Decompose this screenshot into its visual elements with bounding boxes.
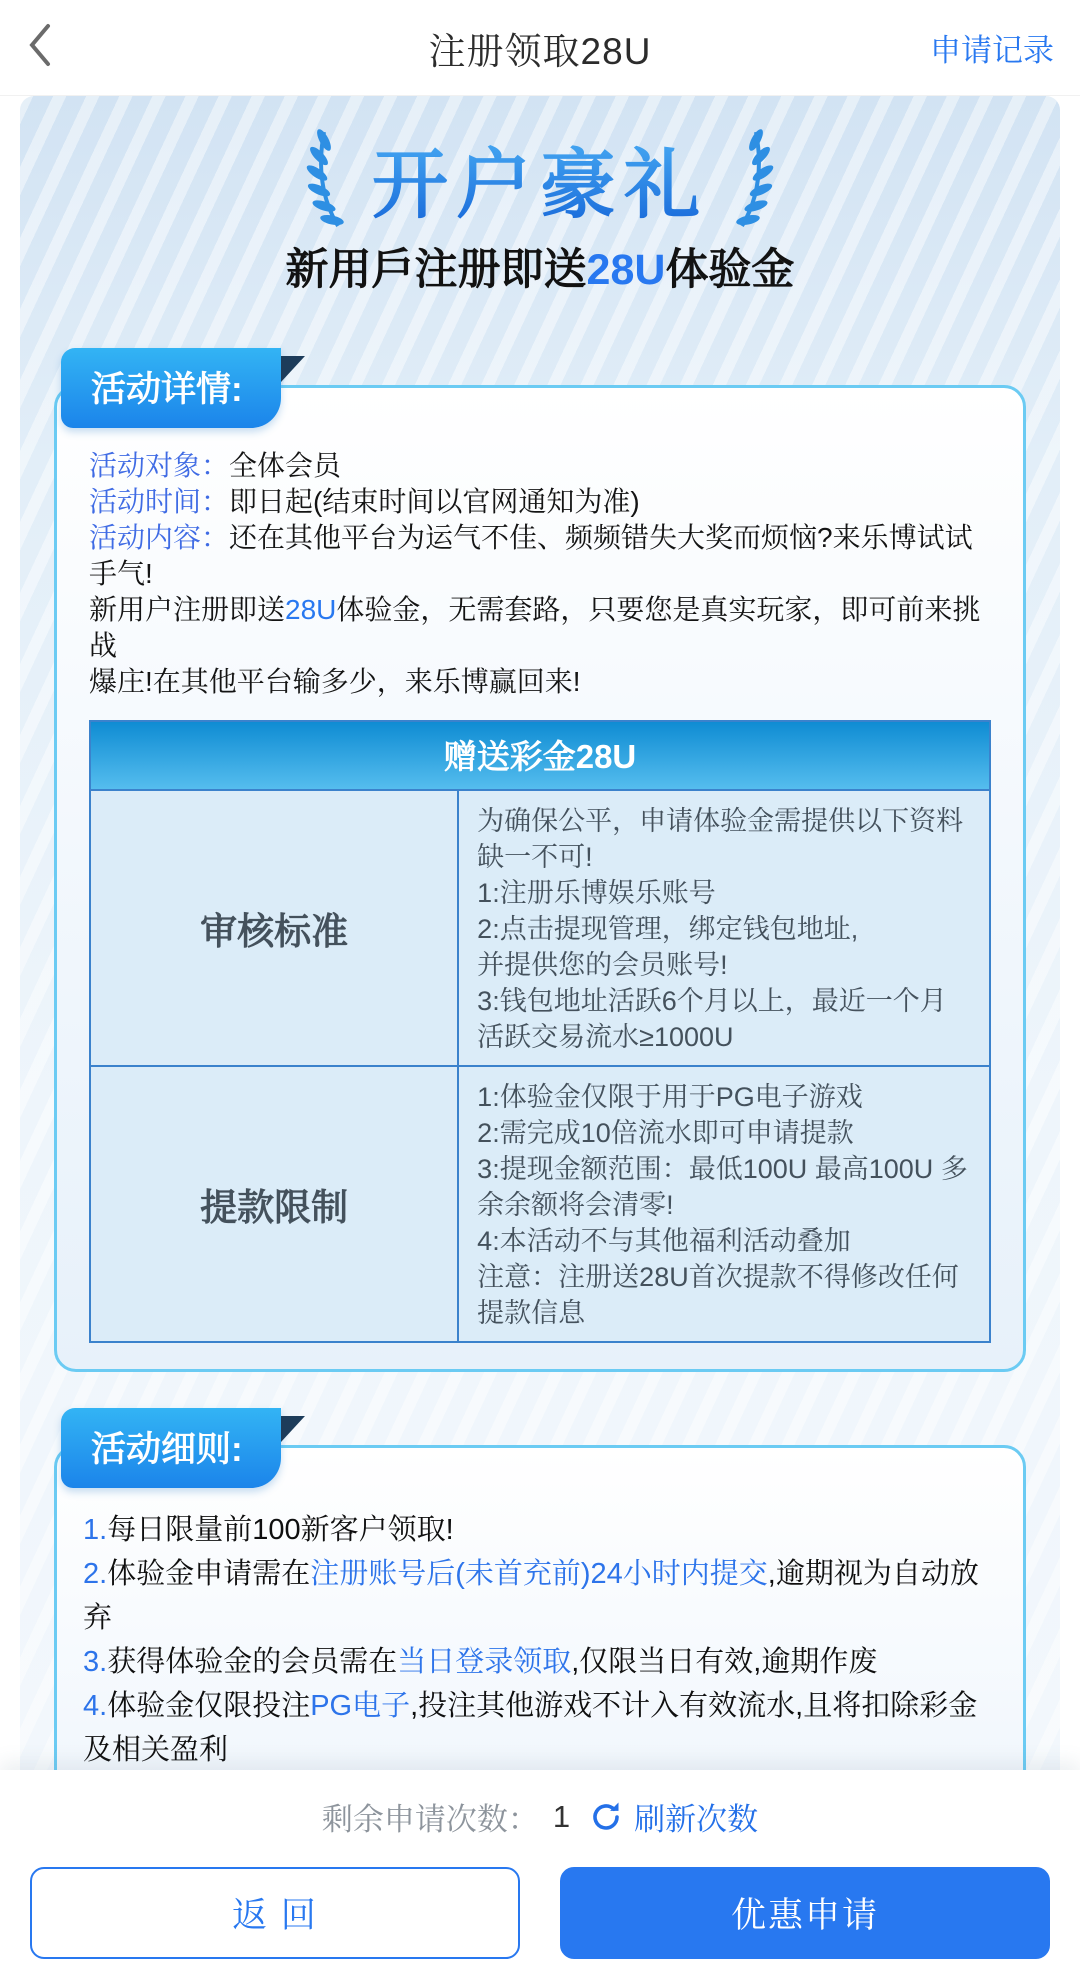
highlight-text: 当日登录领取	[397, 1646, 572, 1678]
laurel-branch-left-icon	[298, 126, 350, 230]
table-content-line: 2:点击提现管理，绑定钱包地址,	[477, 914, 859, 944]
subtitle-amount: 28U	[586, 246, 666, 294]
refresh-circular-arrow-icon	[588, 1799, 624, 1835]
refresh-count-label: 刷新次数	[634, 1802, 759, 1837]
text-run: ,投注其他游戏不计入有效流水,且将扣除彩金及相关盈利	[83, 1690, 978, 1766]
table-content-line: 2:需完成10倍流水即可申请提款	[477, 1118, 854, 1148]
text-run: 还在其他平台为运气不佳、频频错失大奖而烦恼?来乐博试试手气!	[89, 522, 973, 589]
text-run: 全体会员	[229, 450, 342, 481]
rule-number: 3.	[83, 1646, 108, 1678]
table-content-line: 注意：注册送28U首次提款不得修改任何提款信息	[477, 1262, 959, 1328]
highlight-text: 注册账号后(未首充前)24小时内提交	[310, 1558, 768, 1590]
app-bar	[0, 0, 1080, 96]
table-content-line: 3:提现金额范围：最低100U 最高100U 多余余额将会清零!	[477, 1154, 968, 1220]
table-content-line: 4:本活动不与其他福利活动叠加	[477, 1226, 851, 1256]
remaining-count-value: 1	[552, 1798, 571, 1834]
back-button[interactable]	[26, 22, 96, 73]
detail-line	[89, 520, 991, 592]
hero-subtitle: 新用戶注册即送28U体验金	[285, 246, 795, 294]
rule-number: 4.	[83, 1690, 108, 1722]
activity-rules-panel	[54, 1430, 1026, 1770]
rule-number: 1.	[83, 1514, 108, 1546]
table-row-content	[459, 1067, 989, 1341]
hero-title: 开户豪礼	[372, 124, 708, 233]
hero-banner	[20, 96, 1060, 297]
page-title: 注册领取28U	[428, 30, 652, 72]
detail-label: 活动内容：	[89, 522, 230, 553]
detail-line	[89, 484, 991, 520]
scroll-content[interactable]	[0, 96, 1080, 1770]
rule-item	[83, 1684, 997, 1770]
activity-rules-badge: 活动细则:	[61, 1408, 281, 1488]
table-row-title: 审核标准	[91, 791, 459, 1065]
text-run: 新用户注册即送	[89, 594, 286, 625]
application-records-link[interactable]: 申请记录	[930, 33, 1054, 68]
rule-number: 2.	[83, 1558, 108, 1590]
rule-item	[83, 1640, 997, 1684]
text-run: 即日起(结束时间以官网通知为准)	[229, 486, 640, 517]
text-run: 体验金申请需在	[107, 1558, 311, 1590]
table-row-title: 提款限制	[91, 1067, 459, 1341]
rule-item	[83, 1508, 997, 1552]
table-row	[91, 789, 989, 1065]
bonus-table-header: 赠送彩金28U	[91, 722, 989, 789]
table-content-line: 3:钱包地址活跃6个月以上，最近一个月活跃交易流水≥1000U	[477, 986, 947, 1052]
text-run: 体验金仅限投注	[107, 1690, 311, 1722]
activity-details-text	[89, 448, 991, 700]
detail-line	[89, 448, 991, 484]
detail-line	[89, 592, 991, 664]
bottom-action-bar	[0, 1770, 1080, 1978]
text-run: 每日限量前100新客户领取!	[107, 1514, 454, 1546]
table-row-content	[459, 791, 989, 1065]
table-content-line: 1:注册乐博娱乐账号	[477, 878, 716, 908]
text-run: 爆庄!在其他平台输多少，来乐博赢回来!	[89, 666, 581, 697]
activity-rules-list	[83, 1508, 997, 1770]
text-run: ,仅限当日有效,逾期作废	[571, 1646, 878, 1678]
detail-line	[89, 664, 991, 700]
detail-label: 活动时间：	[89, 486, 230, 517]
bonus-table	[89, 720, 991, 1343]
activity-details-panel	[54, 370, 1026, 1372]
chevron-left-icon	[26, 22, 52, 73]
activity-details-badge: 活动详情:	[61, 348, 281, 428]
text-run: ,逾期视为自动放弃	[83, 1558, 979, 1634]
table-content-line: 为确保公平，申请体验金需提供以下资料缺一不可!	[477, 806, 964, 872]
text-run: 体验金，无需套路，只要您是真实玩家，即可前来挑战	[89, 594, 981, 661]
highlight-text: 28U	[285, 594, 337, 625]
table-content-line: 1:体验金仅限于用于PG电子游戏	[477, 1082, 863, 1112]
return-button[interactable]: 返 回	[30, 1867, 520, 1959]
promo-background	[20, 96, 1060, 1770]
table-content-line: 并提供您的会员账号!	[477, 950, 728, 980]
detail-label: 活动对象：	[89, 450, 230, 481]
refresh-count-button[interactable]	[588, 1794, 758, 1839]
remaining-count-label: 剩余申请次数：	[321, 1802, 539, 1837]
text-run: 获得体验金的会员需在	[107, 1646, 398, 1678]
highlight-text: PG电子	[310, 1690, 411, 1722]
rule-item	[83, 1552, 997, 1640]
laurel-branch-right-icon	[730, 126, 782, 230]
apply-promotion-button[interactable]: 优惠申请	[560, 1867, 1050, 1959]
table-row	[91, 1065, 989, 1341]
